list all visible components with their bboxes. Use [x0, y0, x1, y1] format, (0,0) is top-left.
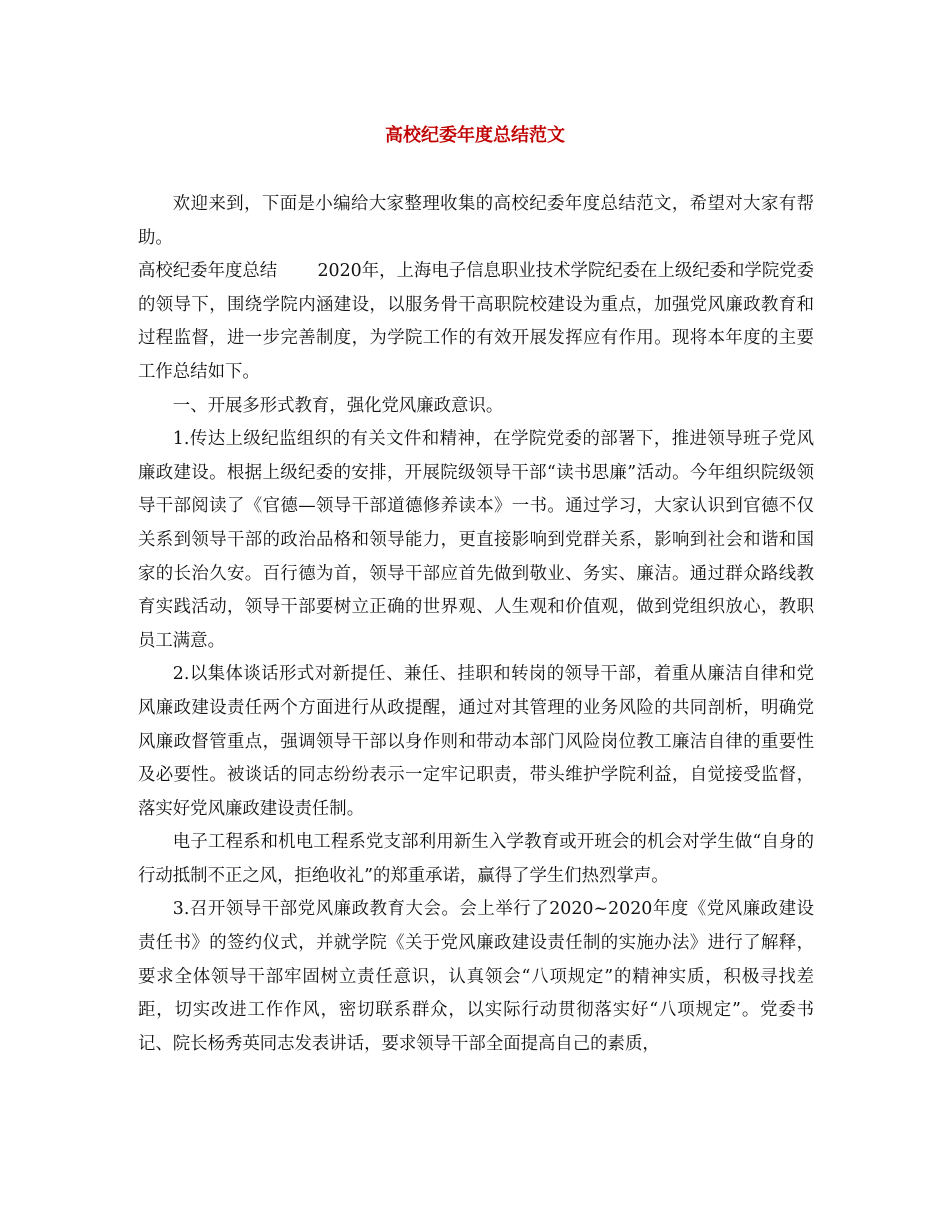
paragraph-intro: 高校纪委年度总结 2020年，上海电子信息职业技术学院纪委在上级纪委和学院党委的领导下，围绕学院内涵建设，以服务骨干高职院校建设为重点，加强党风廉政教育和过程监督，进一步完善制度，为学院工作的有效开展发挥应有作用。现将本年度的主要工作总结如下。	[138, 261, 814, 382]
section-heading-education: 一、开展多形式教育，强化党风廉政意识。	[172, 395, 504, 416]
paragraph-item-3: 3.召开领导干部党风廉政教育大会。会上举行了2020~2020年度《党风廉政建设责任书》的签约仪式，并就学院《关于党风廉政建设责任制的实施办法》进行了解释，要求全体领导干部牢固树立责任意识，认真领会“八项规定”的精神实质，积极寻找差距，切实改进工作作风，密切联系群众，以实际行动贯彻落实好“八项规定”。党委书记、院长杨秀英同志发表讲话，要求领导干部全面提高自己的素质，	[138, 899, 814, 1054]
document-title: 高校纪委年度总结范文	[385, 125, 565, 146]
document-body	[138, 188, 814, 1061]
paragraph-welcome: 欢迎来到，下面是小编给大家整理收集的高校纪委年度总结范文，希望对大家有帮助。	[138, 194, 814, 248]
paragraph-student-pledge: 电子工程系和机电工程系党支部利用新生入学教育或开班会的机会对学生做“自身的行动抵制不正之风，拒绝收礼”的郑重承诺，赢得了学生们热烈掌声。	[138, 832, 814, 886]
paragraph-item-1: 1.传达上级纪监组织的有关文件和精神，在学院党委的部署下，推进领导班子党风廉政建设。根据上级纪委的安排，开展院级领导干部“读书思廉”活动。今年组织院级领导干部阅读了《官德—领导干部道德修养读本》一书。通过学习，大家认识到官德不仅关系到领导干部的政治品格和领导能力，更直接影响到党群关系，影响到社会和谐和国家的长治久安。百行德为首，领导干部应首先做到敬业、务实、廉洁。通过群众路线教育实践活动，领导干部要树立正确的世界观、人生观和价值观，做到党组织放心，教职员工满意。	[138, 429, 814, 651]
paragraph-item-2: 2.以集体谈话形式对新提任、兼任、挂职和转岗的领导干部，着重从廉洁自律和党风廉政建设责任两个方面进行从政提醒，通过对其管理的业务风险的共同剖析，明确党风廉政督管重点，强调领导干部以身作则和带动本部门风险岗位教工廉洁自律的重要性及必要性。被谈话的同志纷纷表示一定牢记职责，带头维护学院利益，自觉接受监督，落实好党风廉政建设责任制。	[138, 664, 814, 819]
